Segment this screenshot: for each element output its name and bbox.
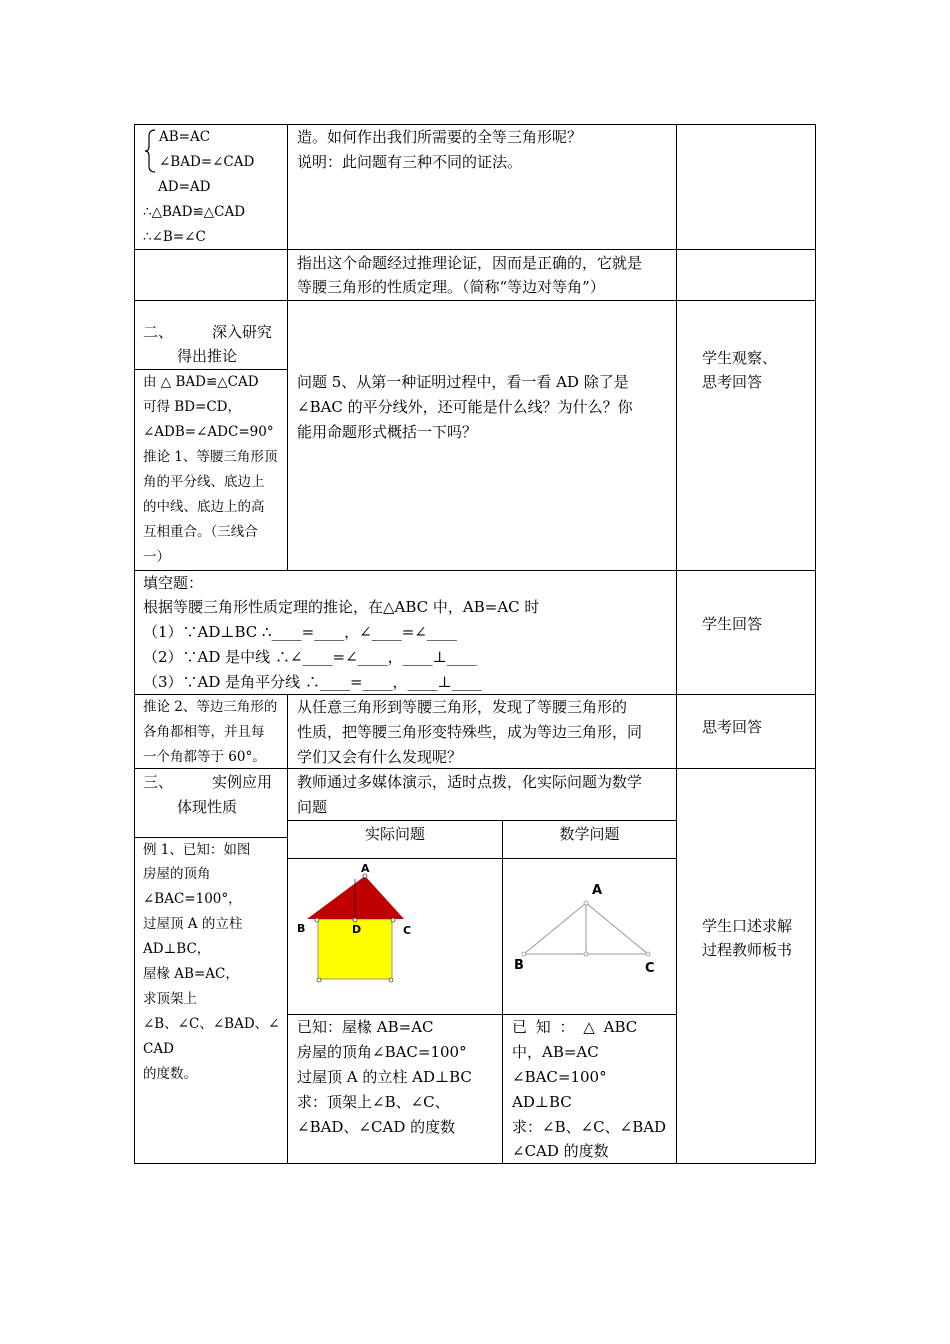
math-given-4: AD⊥BC (512, 1093, 572, 1111)
row5-text-2: 性质，把等腰三角形变特殊些，成为等边三角形，同 (297, 723, 643, 741)
house-label-b: B (297, 922, 306, 935)
row6-activity-1: 学生口述求解 (702, 917, 793, 935)
row1-text-2: 说明：此问题有三种不同的证法。 (297, 153, 523, 171)
row4-activity: 学生回答 (702, 615, 763, 633)
section-3-title-a: 实例应用 (212, 773, 273, 791)
corollary2-line-3: 一个角都等于 60°。 (143, 749, 266, 765)
corollary1-line-8: 一） (143, 549, 170, 565)
corollary1-line-2: 可得 BD=CD， (143, 399, 242, 415)
example1-line-1: 例 1、已知：如图 (143, 842, 251, 858)
question5-line-2: ∠BAC 的平分线外，还可能是什么线？为什么？你 (297, 398, 633, 416)
corollary1-line-3: ∠ADB=∠ADC=90° (143, 424, 274, 440)
math-given-6: ∠CAD 的度数 (512, 1142, 609, 1160)
col-header-math-problem: 数学问题 (559, 825, 620, 843)
example1-line-6: 屋椽 AB=AC， (143, 966, 239, 982)
proof-line-3: AD=AD (158, 179, 211, 195)
proof-line-4: ∴△BAD≌△CAD (143, 204, 246, 220)
row2-text-1: 指出这个命题经过推理论证，因而是正确的，它就是 (297, 254, 643, 272)
row3-activity-2: 思考回答 (702, 373, 763, 391)
example1-line-7: 求顶架上 (143, 991, 197, 1007)
math-given-1: 已 知 ： △ ABC (512, 1018, 638, 1036)
fill-blank-item-1: （1）∵AD⊥BC ∴____=____，∠____=∠____ (143, 623, 457, 641)
corollary1-line-1: 由 △ BAD≌△CAD (143, 374, 259, 390)
row1-text-1: 造。如何作出我们所需要的全等三角形呢？ (297, 128, 583, 146)
example1-line-3: ∠BAC=100°， (143, 891, 242, 907)
row5-text-3: 学们又会有什么发现呢？ (297, 748, 463, 766)
section-3-number: 三、 (143, 773, 174, 791)
row2-text-2: 等腰三角形的性质定理。（简称“等边对等角”） (297, 278, 605, 296)
real-given-1: 已知：屋椽 AB=AC (297, 1018, 434, 1036)
house-label-d: D (352, 923, 362, 936)
corollary1-line-7: 互相重合。（三线合 (143, 524, 258, 540)
triangle-label-b: B (514, 958, 524, 973)
example1-line-5: AD⊥BC， (143, 941, 211, 957)
example1-line-4: 过屋顶 A 的立柱 (143, 916, 243, 932)
example1-line-9: CAD (143, 1041, 174, 1057)
real-given-5: ∠BAD、∠CAD 的度数 (297, 1118, 456, 1136)
math-given-5: 求：∠B、∠C、∠BAD (512, 1118, 667, 1136)
row3-activity-1: 学生观察、 (702, 349, 778, 367)
fill-blank-title: 填空题： (143, 574, 204, 592)
row6-activity-2: 过程教师板书 (702, 941, 793, 959)
row5-activity: 思考回答 (702, 718, 763, 736)
triangle-label-c: C (645, 961, 655, 976)
fill-blank-item-3: （3）∵AD 是角平分线 ∴____=____，____⊥____ (143, 673, 482, 691)
corollary2-line-1: 推论 2、等边三角形的 (143, 699, 278, 715)
corollary1-line-4: 推论 1、等腰三角形顶 (143, 449, 278, 465)
fill-blank-item-2: （2）∵AD 是中线 ∴∠____=∠____，____⊥____ (143, 648, 477, 666)
corollary2-line-2: 各角都相等，并且每 (143, 724, 265, 740)
section-2-title-b: 得出推论 (177, 347, 238, 365)
house-label-a: A (361, 862, 370, 875)
proof-line-2: ∠BAD=∠CAD (159, 154, 255, 170)
example1-line-8: ∠B、∠C、∠BAD、∠ (143, 1016, 280, 1032)
house-label-c: C (403, 924, 412, 937)
example1-line-2: 房屋的顶角 (143, 866, 211, 882)
question5-line-3: 能用命题形式概括一下吗？ (297, 423, 478, 441)
proof-line-1: AB=AC (159, 129, 211, 145)
triangle-label-a: A (592, 883, 603, 898)
real-given-4: 求：顶架上∠B、∠C、 (297, 1093, 450, 1111)
real-given-3: 过屋顶 A 的立柱 AD⊥BC (297, 1068, 472, 1086)
triangle-figure (503, 859, 676, 1014)
section-2-title-a: 深入研究 (212, 323, 273, 341)
example1-line-10: 的度数。 (143, 1066, 197, 1082)
math-given-2: 中，AB=AC (512, 1043, 599, 1061)
corollary1-line-5: 角的平分线、底边上 (143, 474, 265, 490)
house-roof (307, 876, 404, 919)
row6-text-2: 问题 (297, 798, 328, 816)
corollary1-line-6: 的中线、底边上的高 (143, 499, 265, 515)
fill-blank-intro: 根据等腰三角形性质定理的推论，在△ABC 中，AB=AC 时 (143, 598, 540, 616)
row5-text-1: 从任意三角形到等腰三角形，发现了等腰三角形的 (297, 698, 628, 716)
section-3-title-b: 体现性质 (177, 798, 238, 816)
house-figure (288, 859, 502, 1014)
row6-text-1: 教师通过多媒体演示，适时点拨，化实际问题为数学 (297, 773, 643, 791)
question5-line-1: 问题 5、从第一种证明过程中，看一看 AD 除了是 (297, 373, 629, 391)
proof-line-5: ∴∠B=∠C (143, 229, 206, 245)
col-header-real-problem: 实际问题 (364, 825, 425, 843)
brace-icon (144, 128, 156, 174)
section-2-number: 二、 (143, 323, 174, 341)
real-given-2: 房屋的顶角∠BAC=100° (297, 1043, 467, 1061)
math-given-3: ∠BAC=100° (512, 1068, 607, 1086)
